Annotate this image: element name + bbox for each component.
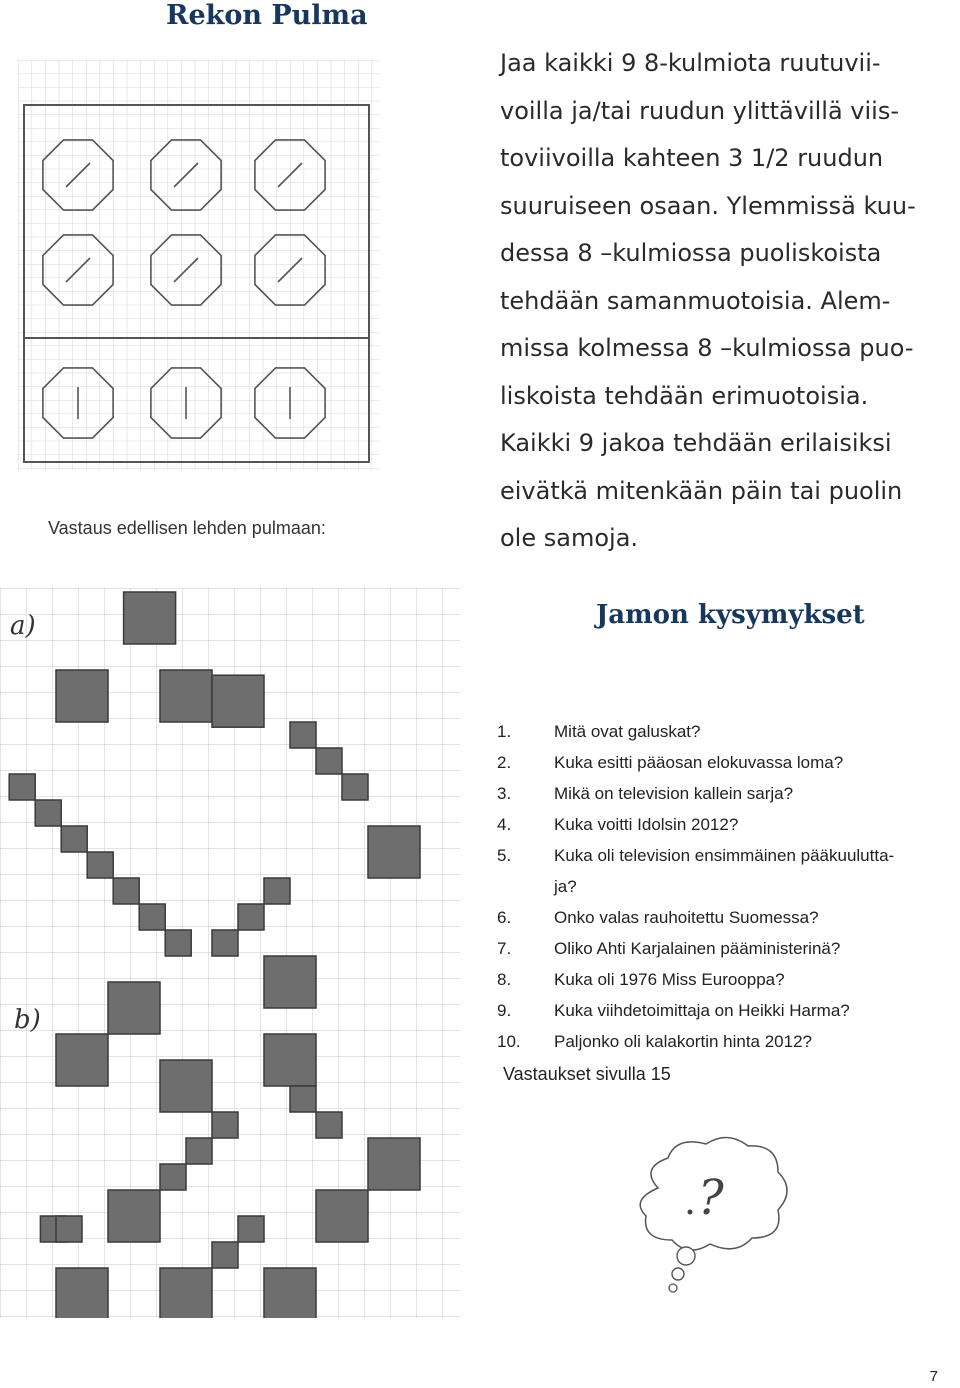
question-number: 1. bbox=[497, 722, 512, 741]
question-item bbox=[497, 809, 952, 840]
shaded-square bbox=[61, 826, 87, 852]
question-item bbox=[497, 995, 952, 1026]
question-list bbox=[497, 716, 952, 1057]
shaded-square bbox=[212, 1242, 238, 1268]
shaded-square bbox=[139, 904, 165, 930]
octagon-puzzle-drawing bbox=[18, 60, 380, 470]
shaded-square bbox=[113, 878, 139, 904]
question-item bbox=[497, 716, 952, 747]
shaded-square bbox=[316, 1190, 368, 1242]
shaded-square bbox=[316, 1112, 342, 1138]
question-number: 4. bbox=[497, 815, 512, 834]
shaded-square bbox=[290, 1086, 316, 1112]
shaded-square bbox=[264, 1268, 316, 1318]
question-number: 10. bbox=[497, 1032, 521, 1051]
question-text: Onko valas rauhoitettu Suomessa? bbox=[554, 908, 819, 927]
question-number: 6. bbox=[497, 908, 512, 927]
shaded-square bbox=[238, 1216, 264, 1242]
shaded-square bbox=[264, 1034, 316, 1086]
shaded-square bbox=[56, 1216, 82, 1242]
shaded-square bbox=[212, 930, 238, 956]
puzzle-line: liskoista tehdään erimuotoisia. bbox=[500, 381, 869, 410]
square-pattern-drawing bbox=[0, 588, 460, 1318]
shaded-square bbox=[35, 800, 61, 826]
shaded-square bbox=[165, 930, 191, 956]
question-text: Kuka esitti pääosan elokuvassa loma? bbox=[554, 753, 844, 772]
question-text: Oliko Ahti Karjalainen pääministerinä? bbox=[554, 939, 841, 958]
shaded-square bbox=[290, 722, 316, 748]
question-number: 9. bbox=[497, 1001, 512, 1020]
puzzle-description bbox=[500, 40, 950, 563]
shaded-square bbox=[108, 982, 160, 1034]
thought-bubble-icon bbox=[628, 1128, 798, 1300]
question-item bbox=[497, 933, 952, 964]
shaded-square bbox=[160, 1268, 212, 1318]
question-item bbox=[497, 1026, 952, 1057]
shaded-square bbox=[316, 748, 342, 774]
shaded-square bbox=[56, 1268, 108, 1318]
question-text: Mitä ovat galuskat? bbox=[554, 722, 701, 741]
question-item bbox=[497, 840, 952, 871]
shaded-square bbox=[342, 774, 368, 800]
answers-note: Vastaukset sivulla 15 bbox=[503, 1064, 671, 1084]
question-item bbox=[497, 902, 952, 933]
shaded-square bbox=[160, 1164, 186, 1190]
question-text: Kuka voitti Idolsin 2012? bbox=[554, 815, 739, 834]
question-text: Kuka viihdetoimittaja on Heikki Harma? bbox=[554, 1001, 850, 1020]
answer-label: Vastaus edellisen lehden pulmaan: bbox=[48, 518, 326, 538]
puzzle-line: missa kolmessa 8 –kulmiossa puo- bbox=[500, 334, 914, 362]
shaded-square bbox=[264, 956, 316, 1008]
page-number: 7 bbox=[929, 1368, 938, 1385]
shaded-square bbox=[87, 852, 113, 878]
shaded-square bbox=[264, 878, 290, 904]
puzzle-line: toviivoilla kahteen 3 1/2 ruudun bbox=[500, 144, 884, 172]
shaded-square bbox=[238, 904, 264, 930]
shaded-square bbox=[56, 1034, 108, 1086]
question-number: 7. bbox=[497, 939, 512, 958]
puzzle-line: tehdään samanmuotoisia. Alem- bbox=[500, 286, 891, 315]
question-text: ja? bbox=[554, 877, 577, 896]
shaded-square bbox=[160, 1060, 212, 1112]
question-item bbox=[497, 871, 952, 902]
question-number: 8. bbox=[497, 970, 512, 989]
question-number bbox=[497, 871, 554, 902]
page-title: Rekon Pulma bbox=[166, 0, 368, 31]
shaded-square bbox=[56, 670, 108, 722]
question-item bbox=[497, 778, 952, 809]
question-number: 2. bbox=[497, 753, 512, 772]
question-number: 5. bbox=[497, 846, 512, 865]
question-mark: ? bbox=[698, 1170, 724, 1226]
question-text: Paljonko oli kalakortin hinta 2012? bbox=[554, 1032, 813, 1051]
puzzle-line: Kaikki 9 jakoa tehdään erilaisiksi bbox=[500, 429, 892, 457]
question-text: Kuka oli 1976 Miss Eurooppa? bbox=[554, 970, 785, 989]
shaded-square bbox=[368, 1138, 420, 1190]
question-text: Mikä on television kallein sarja? bbox=[554, 784, 794, 803]
shaded-square bbox=[124, 592, 176, 644]
figure-b-label: b) bbox=[14, 1005, 41, 1035]
puzzle-line: ole samoja. bbox=[500, 524, 639, 552]
puzzle-line: suuruiseen osaan. Ylemmissä kuu- bbox=[500, 191, 916, 220]
question-number: 3. bbox=[497, 784, 512, 803]
question-item bbox=[497, 747, 952, 778]
puzzle-line: voilla ja/tai ruudun ylittävillä viis- bbox=[500, 96, 899, 125]
shaded-square bbox=[212, 1112, 238, 1138]
shaded-square bbox=[108, 1190, 160, 1242]
questions-title: Jamon kysymykset bbox=[596, 600, 865, 630]
shaded-square bbox=[160, 670, 212, 722]
shaded-square bbox=[368, 826, 420, 878]
question-text: Kuka oli television ensimmäinen pääkuulutta- bbox=[554, 846, 895, 865]
shaded-square bbox=[186, 1138, 212, 1164]
shaded-square bbox=[212, 675, 264, 727]
question-item bbox=[497, 964, 952, 995]
shaded-square bbox=[9, 774, 35, 800]
puzzle-line: eivätkä mitenkään päin tai puolin bbox=[500, 476, 903, 505]
puzzle-line: dessa 8 –kulmiossa puoliskoista bbox=[500, 239, 882, 267]
puzzle-line: Jaa kaikki 9 8-kulmiota ruutuvii- bbox=[500, 49, 881, 77]
figure-a-label: a) bbox=[10, 611, 36, 641]
